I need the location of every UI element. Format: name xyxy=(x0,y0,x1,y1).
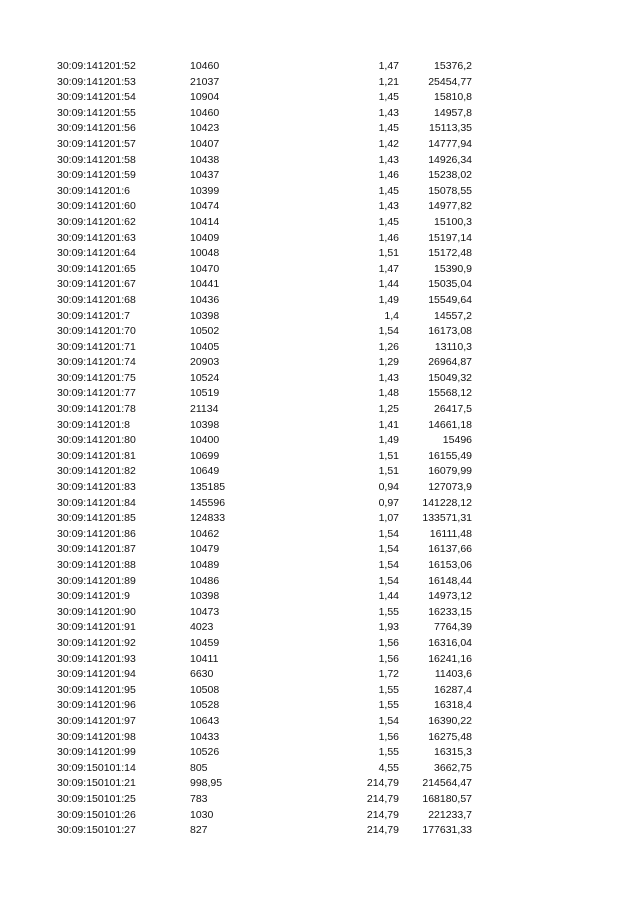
area-cell: 10473 xyxy=(190,605,220,618)
value-cell: 14557,2 xyxy=(434,309,472,322)
value-cell: 16241,16 xyxy=(428,652,472,665)
value-cell: 16315,3 xyxy=(434,746,472,759)
value-cell: 221233,7 xyxy=(428,808,472,821)
coefficient-cell: 1,55 xyxy=(378,699,399,712)
value-cell: 16155,49 xyxy=(428,449,472,462)
cadastral-number-cell: 30:09:141201:83 xyxy=(57,481,136,494)
area-cell: 10423 xyxy=(190,122,220,135)
coefficient-cell: 214,79 xyxy=(366,792,399,805)
coefficient-cell: 0,97 xyxy=(378,496,399,509)
table-row xyxy=(0,262,640,278)
area-cell: 10904 xyxy=(190,91,220,104)
value-cell: 14777,94 xyxy=(428,137,472,150)
value-cell: 15390,9 xyxy=(434,262,472,275)
table-row xyxy=(0,293,640,309)
coefficient-cell: 1,49 xyxy=(378,434,399,447)
table-row xyxy=(0,75,640,91)
value-cell: 15049,32 xyxy=(428,371,472,384)
table-row xyxy=(0,340,640,356)
coefficient-cell: 1,43 xyxy=(378,200,399,213)
cadastral-number-cell: 30:09:141201:71 xyxy=(57,340,136,353)
cadastral-number-cell: 30:09:141201:96 xyxy=(57,699,136,712)
coefficient-cell: 1,55 xyxy=(378,605,399,618)
area-cell: 10460 xyxy=(190,60,220,72)
coefficient-cell: 1,48 xyxy=(378,387,399,400)
area-cell: 10462 xyxy=(190,527,220,540)
cadastral-number-cell: 30:09:150101:25 xyxy=(57,792,136,805)
coefficient-cell: 1,56 xyxy=(378,730,399,743)
area-cell: 135185 xyxy=(190,481,226,494)
value-cell: 214564,47 xyxy=(422,777,472,790)
coefficient-cell: 1,49 xyxy=(378,293,399,306)
area-cell: 4023 xyxy=(190,621,214,634)
table-row xyxy=(0,574,640,590)
table-row xyxy=(0,745,640,761)
area-cell: 10643 xyxy=(190,714,220,727)
cadastral-number-cell: 30:09:141201:84 xyxy=(57,496,136,509)
coefficient-cell: 1,4 xyxy=(384,309,399,322)
value-cell: 16153,06 xyxy=(428,559,472,571)
coefficient-cell: 1,51 xyxy=(378,449,399,462)
coefficient-cell: 1,43 xyxy=(378,153,399,166)
cadastral-number-cell: 30:09:141201:95 xyxy=(57,683,136,696)
value-cell: 16318,4 xyxy=(434,699,472,712)
value-cell: 14661,18 xyxy=(428,418,472,431)
table-row xyxy=(0,698,640,714)
cadastral-number-cell: 30:09:150101:27 xyxy=(57,824,136,837)
value-cell: 16137,66 xyxy=(428,543,472,556)
cadastral-number-cell: 30:09:141201:6 xyxy=(57,184,130,197)
table-row xyxy=(0,168,640,184)
value-cell: 16316,04 xyxy=(428,636,472,649)
cadastral-number-cell: 30:09:141201:60 xyxy=(57,200,136,213)
cadastral-number-cell: 30:09:141201:81 xyxy=(57,449,136,462)
area-cell: 10433 xyxy=(190,730,220,743)
coefficient-cell: 1,43 xyxy=(378,371,399,384)
area-cell: 10519 xyxy=(190,387,220,400)
area-cell: 10438 xyxy=(190,153,220,166)
table-row xyxy=(0,137,640,153)
cadastral-number-cell: 30:09:141201:93 xyxy=(57,652,136,665)
value-cell: 16173,08 xyxy=(428,325,472,338)
cadastral-number-cell: 30:09:141201:53 xyxy=(57,75,136,88)
cadastral-number-cell: 30:09:141201:92 xyxy=(57,636,136,649)
coefficient-cell: 214,79 xyxy=(366,808,399,821)
cadastral-number-cell: 30:09:141201:97 xyxy=(57,714,136,727)
table-row xyxy=(0,418,640,434)
value-cell: 15100,3 xyxy=(434,215,472,228)
area-cell: 1030 xyxy=(190,808,214,821)
table-row xyxy=(0,620,640,636)
area-cell: 10528 xyxy=(190,699,220,712)
cadastral-number-cell: 30:09:150101:14 xyxy=(57,761,136,774)
cadastral-number-cell: 30:09:141201:94 xyxy=(57,668,136,681)
table-row xyxy=(0,324,640,340)
coefficient-cell: 1,54 xyxy=(378,527,399,540)
area-cell: 10479 xyxy=(190,543,220,556)
area-cell: 998,95 xyxy=(190,777,223,790)
value-cell: 15549,64 xyxy=(428,293,472,306)
area-cell: 145596 xyxy=(190,496,226,509)
coefficient-cell: 1,54 xyxy=(378,559,399,571)
coefficient-cell: 1,45 xyxy=(378,122,399,135)
coefficient-cell: 1,45 xyxy=(378,215,399,228)
coefficient-cell: 1,46 xyxy=(378,169,399,182)
coefficient-cell: 0,94 xyxy=(378,481,399,494)
cadastral-number-cell: 30:09:141201:90 xyxy=(57,605,136,618)
table-row xyxy=(0,371,640,387)
cadastral-number-cell: 30:09:141201:91 xyxy=(57,621,136,634)
coefficient-cell: 1,55 xyxy=(378,746,399,759)
area-cell: 10437 xyxy=(190,169,220,182)
coefficient-cell: 1,54 xyxy=(378,574,399,587)
value-cell: 14957,8 xyxy=(434,106,472,119)
area-cell: 10649 xyxy=(190,465,220,478)
cadastral-number-cell: 30:09:141201:87 xyxy=(57,543,136,556)
area-cell: 10489 xyxy=(190,559,220,571)
area-cell: 827 xyxy=(190,824,208,837)
area-cell: 10699 xyxy=(190,449,220,462)
value-cell: 133571,31 xyxy=(422,512,472,525)
table-row xyxy=(0,792,640,808)
table-row xyxy=(0,277,640,293)
table-row xyxy=(0,589,640,605)
value-cell: 14977,82 xyxy=(428,200,472,213)
coefficient-cell: 1,54 xyxy=(378,325,399,338)
cadastral-number-cell: 30:09:141201:7 xyxy=(57,309,130,322)
area-cell: 20903 xyxy=(190,356,220,369)
table-row xyxy=(0,542,640,558)
area-cell: 21037 xyxy=(190,75,220,88)
coefficient-cell: 1,54 xyxy=(378,543,399,556)
cadastral-number-cell: 30:09:141201:57 xyxy=(57,137,136,150)
value-cell: 177631,33 xyxy=(422,824,472,837)
table-row xyxy=(0,246,640,262)
area-cell: 10407 xyxy=(190,137,220,150)
coefficient-cell: 1,29 xyxy=(378,356,399,369)
cadastral-number-cell: 30:09:141201:70 xyxy=(57,325,136,338)
value-cell: 7764,39 xyxy=(434,621,472,634)
cadastral-number-cell: 30:09:141201:82 xyxy=(57,465,136,478)
coefficient-cell: 1,41 xyxy=(378,418,399,431)
value-cell: 14973,12 xyxy=(428,590,472,603)
area-cell: 10398 xyxy=(190,590,220,603)
cadastral-number-cell: 30:09:141201:54 xyxy=(57,91,136,104)
value-cell: 15035,04 xyxy=(428,278,472,291)
table-row xyxy=(0,496,640,512)
table-row xyxy=(0,386,640,402)
table-row xyxy=(0,121,640,137)
table-row xyxy=(0,153,640,169)
table-row xyxy=(0,231,640,247)
coefficient-cell: 1,07 xyxy=(378,512,399,525)
coefficient-cell: 1,42 xyxy=(378,137,399,150)
area-cell: 10526 xyxy=(190,746,220,759)
area-cell: 10398 xyxy=(190,418,220,431)
area-cell: 10411 xyxy=(190,652,219,665)
value-cell: 3662,75 xyxy=(434,761,472,774)
table-row xyxy=(0,823,640,839)
area-cell: 10508 xyxy=(190,683,220,696)
coefficient-cell: 1,26 xyxy=(378,340,399,353)
value-cell: 141228,12 xyxy=(422,496,472,509)
value-cell: 25454,77 xyxy=(428,75,472,88)
cadastral-number-cell: 30:09:141201:9 xyxy=(57,590,130,603)
table-row xyxy=(0,59,640,75)
table-row xyxy=(0,90,640,106)
cadastral-number-cell: 30:09:141201:68 xyxy=(57,293,136,306)
table-row xyxy=(0,683,640,699)
coefficient-cell: 1,25 xyxy=(378,403,399,416)
table-row xyxy=(0,199,640,215)
area-cell: 10524 xyxy=(190,371,220,384)
value-cell: 168180,57 xyxy=(422,792,472,805)
area-cell: 10474 xyxy=(190,200,220,213)
value-cell: 11403,6 xyxy=(434,668,472,681)
coefficient-cell: 1,47 xyxy=(378,262,399,275)
cadastral-number-cell: 30:09:141201:59 xyxy=(57,169,136,182)
area-cell: 10486 xyxy=(190,574,220,587)
value-cell: 127073,9 xyxy=(428,481,472,494)
value-cell: 26964,87 xyxy=(428,356,472,369)
value-cell: 14926,34 xyxy=(428,153,472,166)
table-row xyxy=(0,730,640,746)
area-cell: 10400 xyxy=(190,434,220,447)
table-row xyxy=(0,605,640,621)
coefficient-cell: 1,44 xyxy=(378,590,399,603)
area-cell: 10409 xyxy=(190,231,220,244)
value-cell: 15197,14 xyxy=(428,231,472,244)
cadastral-number-cell: 30:09:141201:80 xyxy=(57,434,136,447)
area-cell: 10460 xyxy=(190,106,220,119)
value-cell: 16233,15 xyxy=(428,605,472,618)
coefficient-cell: 214,79 xyxy=(366,777,399,790)
value-cell: 15568,12 xyxy=(428,387,472,400)
coefficient-cell: 1,51 xyxy=(378,465,399,478)
table-row xyxy=(0,433,640,449)
table-row xyxy=(0,667,640,683)
area-cell: 10470 xyxy=(190,262,220,275)
area-cell: 805 xyxy=(190,761,208,774)
value-cell: 15376,2 xyxy=(434,60,472,72)
cadastral-number-cell: 30:09:141201:86 xyxy=(57,527,136,540)
cadastral-number-cell: 30:09:141201:75 xyxy=(57,371,136,384)
value-cell: 15172,48 xyxy=(428,247,472,260)
cadastral-number-cell: 30:09:150101:26 xyxy=(57,808,136,821)
coefficient-cell: 214,79 xyxy=(366,824,399,837)
area-cell: 10405 xyxy=(190,340,220,353)
cadastral-number-cell: 30:09:141201:62 xyxy=(57,215,136,228)
value-cell: 15113,35 xyxy=(428,122,472,135)
table-row xyxy=(0,652,640,668)
area-cell: 10048 xyxy=(190,247,220,260)
value-cell: 15496 xyxy=(442,434,472,447)
cadastral-number-cell: 30:09:141201:58 xyxy=(57,153,136,166)
area-cell: 10502 xyxy=(190,325,220,338)
table-row xyxy=(0,527,640,543)
cadastral-number-cell: 30:09:141201:65 xyxy=(57,262,136,275)
cadastral-number-cell: 30:09:141201:98 xyxy=(57,730,136,743)
coefficient-cell: 1,51 xyxy=(378,247,399,260)
cadastral-number-cell: 30:09:141201:77 xyxy=(57,387,136,400)
coefficient-cell: 1,56 xyxy=(378,636,399,649)
table-row xyxy=(0,449,640,465)
cadastral-number-cell: 30:09:141201:74 xyxy=(57,356,136,369)
value-cell: 15238,02 xyxy=(428,169,472,182)
value-cell: 16148,44 xyxy=(428,574,472,587)
cadastral-number-cell: 30:09:141201:52 xyxy=(57,60,136,72)
coefficient-cell: 1,45 xyxy=(378,184,399,197)
table-row xyxy=(0,184,640,200)
table-row xyxy=(0,355,640,371)
coefficient-cell: 1,21 xyxy=(378,75,399,88)
table-row xyxy=(0,776,640,792)
cadastral-number-cell: 30:09:150101:21 xyxy=(57,777,136,790)
cadastral-number-cell: 30:09:141201:63 xyxy=(57,231,136,244)
cadastral-number-cell: 30:09:141201:8 xyxy=(57,418,130,431)
area-cell: 10414 xyxy=(190,215,220,228)
table-row xyxy=(0,480,640,496)
coefficient-cell: 1,46 xyxy=(378,231,399,244)
coefficient-cell: 1,47 xyxy=(378,60,399,72)
value-cell: 13110,3 xyxy=(434,340,472,353)
area-cell: 10441 xyxy=(190,278,220,291)
value-cell: 16287,4 xyxy=(434,683,472,696)
table-row xyxy=(0,402,640,418)
area-cell: 10436 xyxy=(190,293,220,306)
cadastral-number-cell: 30:09:141201:78 xyxy=(57,403,136,416)
value-cell: 16275,48 xyxy=(428,730,472,743)
coefficient-cell: 1,72 xyxy=(378,668,399,681)
cadastral-number-cell: 30:09:141201:67 xyxy=(57,278,136,291)
coefficient-cell: 1,55 xyxy=(378,683,399,696)
coefficient-cell: 1,54 xyxy=(378,714,399,727)
cadastral-number-cell: 30:09:141201:55 xyxy=(57,106,136,119)
value-cell: 26417,5 xyxy=(434,403,472,416)
cadastral-number-cell: 30:09:141201:89 xyxy=(57,574,136,587)
table-row xyxy=(0,215,640,231)
area-cell: 21134 xyxy=(190,403,219,416)
area-cell: 783 xyxy=(190,792,208,805)
value-cell: 16390,22 xyxy=(428,714,472,727)
area-cell: 6630 xyxy=(190,668,214,681)
value-cell: 16111,48 xyxy=(429,527,472,540)
coefficient-cell: 1,93 xyxy=(378,621,399,634)
area-cell: 10398 xyxy=(190,309,220,322)
table-row xyxy=(0,464,640,480)
table-row xyxy=(0,808,640,824)
cadastral-number-cell: 30:09:141201:85 xyxy=(57,512,136,525)
cadastral-number-cell: 30:09:141201:56 xyxy=(57,122,136,135)
coefficient-cell: 1,43 xyxy=(378,106,399,119)
value-cell: 15810,8 xyxy=(434,91,472,104)
table-row xyxy=(0,761,640,777)
table-row xyxy=(0,636,640,652)
table-row xyxy=(0,558,640,574)
table-row xyxy=(0,511,640,527)
coefficient-cell: 4,55 xyxy=(378,761,399,774)
coefficient-cell: 1,56 xyxy=(378,652,399,665)
cadastral-number-cell: 30:09:141201:64 xyxy=(57,247,136,260)
area-cell: 10459 xyxy=(190,636,220,649)
cadastral-number-cell: 30:09:141201:99 xyxy=(57,746,136,759)
cadastral-number-cell: 30:09:141201:88 xyxy=(57,559,136,571)
area-cell: 124833 xyxy=(190,512,226,525)
coefficient-cell: 1,44 xyxy=(378,278,399,291)
coefficient-cell: 1,45 xyxy=(378,91,399,104)
table-row xyxy=(0,309,640,325)
table-row xyxy=(0,714,640,730)
value-cell: 15078,55 xyxy=(428,184,472,197)
area-cell: 10399 xyxy=(190,184,220,197)
table-row xyxy=(0,106,640,122)
data-table xyxy=(0,59,640,839)
value-cell: 16079,99 xyxy=(428,465,472,478)
